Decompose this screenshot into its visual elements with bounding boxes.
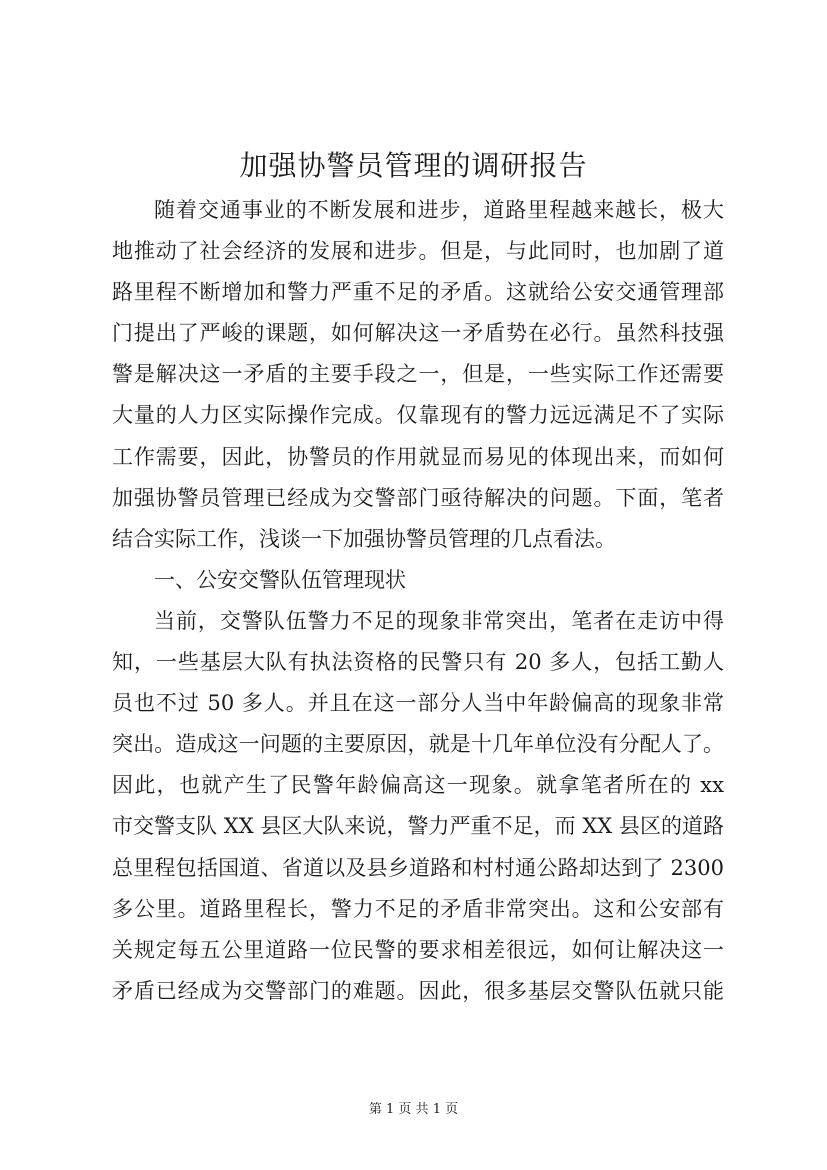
text-line: 警是解决这一矛盾的主要手段之一，但是，一些实际工作还需要	[112, 362, 724, 387]
text-line: 随着交通事业的不断发展和进步，道路里程越来越长，极大	[154, 198, 724, 222]
section-heading: 一、公安交警队伍管理现状	[154, 567, 406, 592]
text-line: 门提出了严峻的课题，如何解决这一矛盾势在必行。虽然科技强	[112, 321, 724, 346]
text-line: 多公里。道路里程长，警力不足的矛盾非常突出。这和公安部有	[112, 896, 724, 921]
page-footer: 第 1 页 共 1 页	[368, 1102, 459, 1117]
document-body	[112, 190, 724, 1012]
text-line: 地推动了社会经济的发展和进步。但是，与此同时，也加剧了道	[112, 239, 724, 264]
text-line: 工作需要，因此，协警员的作用就显而易见的体现出来，而如何	[112, 444, 724, 469]
text-line: 加强协警员管理已经成为交警部门亟待解决的问题。下面，笔者	[112, 485, 724, 510]
text-line: 路里程不断增加和警力严重不足的矛盾。这就给公安交通管理部	[112, 280, 724, 305]
text-line: 矛盾已经成为交警部门的难题。因此，很多基层交警队伍就只能	[112, 978, 724, 1003]
text-line: 突出。造成这一问题的主要原因，就是十几年单位没有分配人了。	[112, 732, 724, 757]
text-line: 当前，交警队伍警力不足的现象非常突出，笔者在走访中得	[154, 608, 724, 633]
text-line: 员也不过 50 多人。并且在这一部分人当中年龄偏高的现象非常	[112, 691, 724, 716]
text-line: 因此，也就产生了民警年龄偏高这一现象。就拿笔者所在的 xx	[112, 773, 724, 798]
document-title: 加强协警员管理的调研报告	[239, 149, 588, 182]
text-line: 大量的人力区实际操作完成。仅靠现有的警力远远满足不了实际	[112, 403, 724, 428]
text-line: 关规定每五公里道路一位民警的要求相差很远，如何让解决这一	[112, 937, 724, 962]
text-line: 总里程包括国道、省道以及县乡道路和村村通公路却达到了 2300	[112, 855, 724, 880]
text-line: 知，一些基层大队有执法资格的民警只有 20 多人，包括工勤人	[112, 650, 724, 675]
text-line: 市交警支队 XX 县区大队来说，警力严重不足，而 XX 县区的道路	[112, 814, 724, 839]
text-line: 结合实际工作，浅谈一下加强协警员管理的几点看法。	[112, 526, 616, 551]
